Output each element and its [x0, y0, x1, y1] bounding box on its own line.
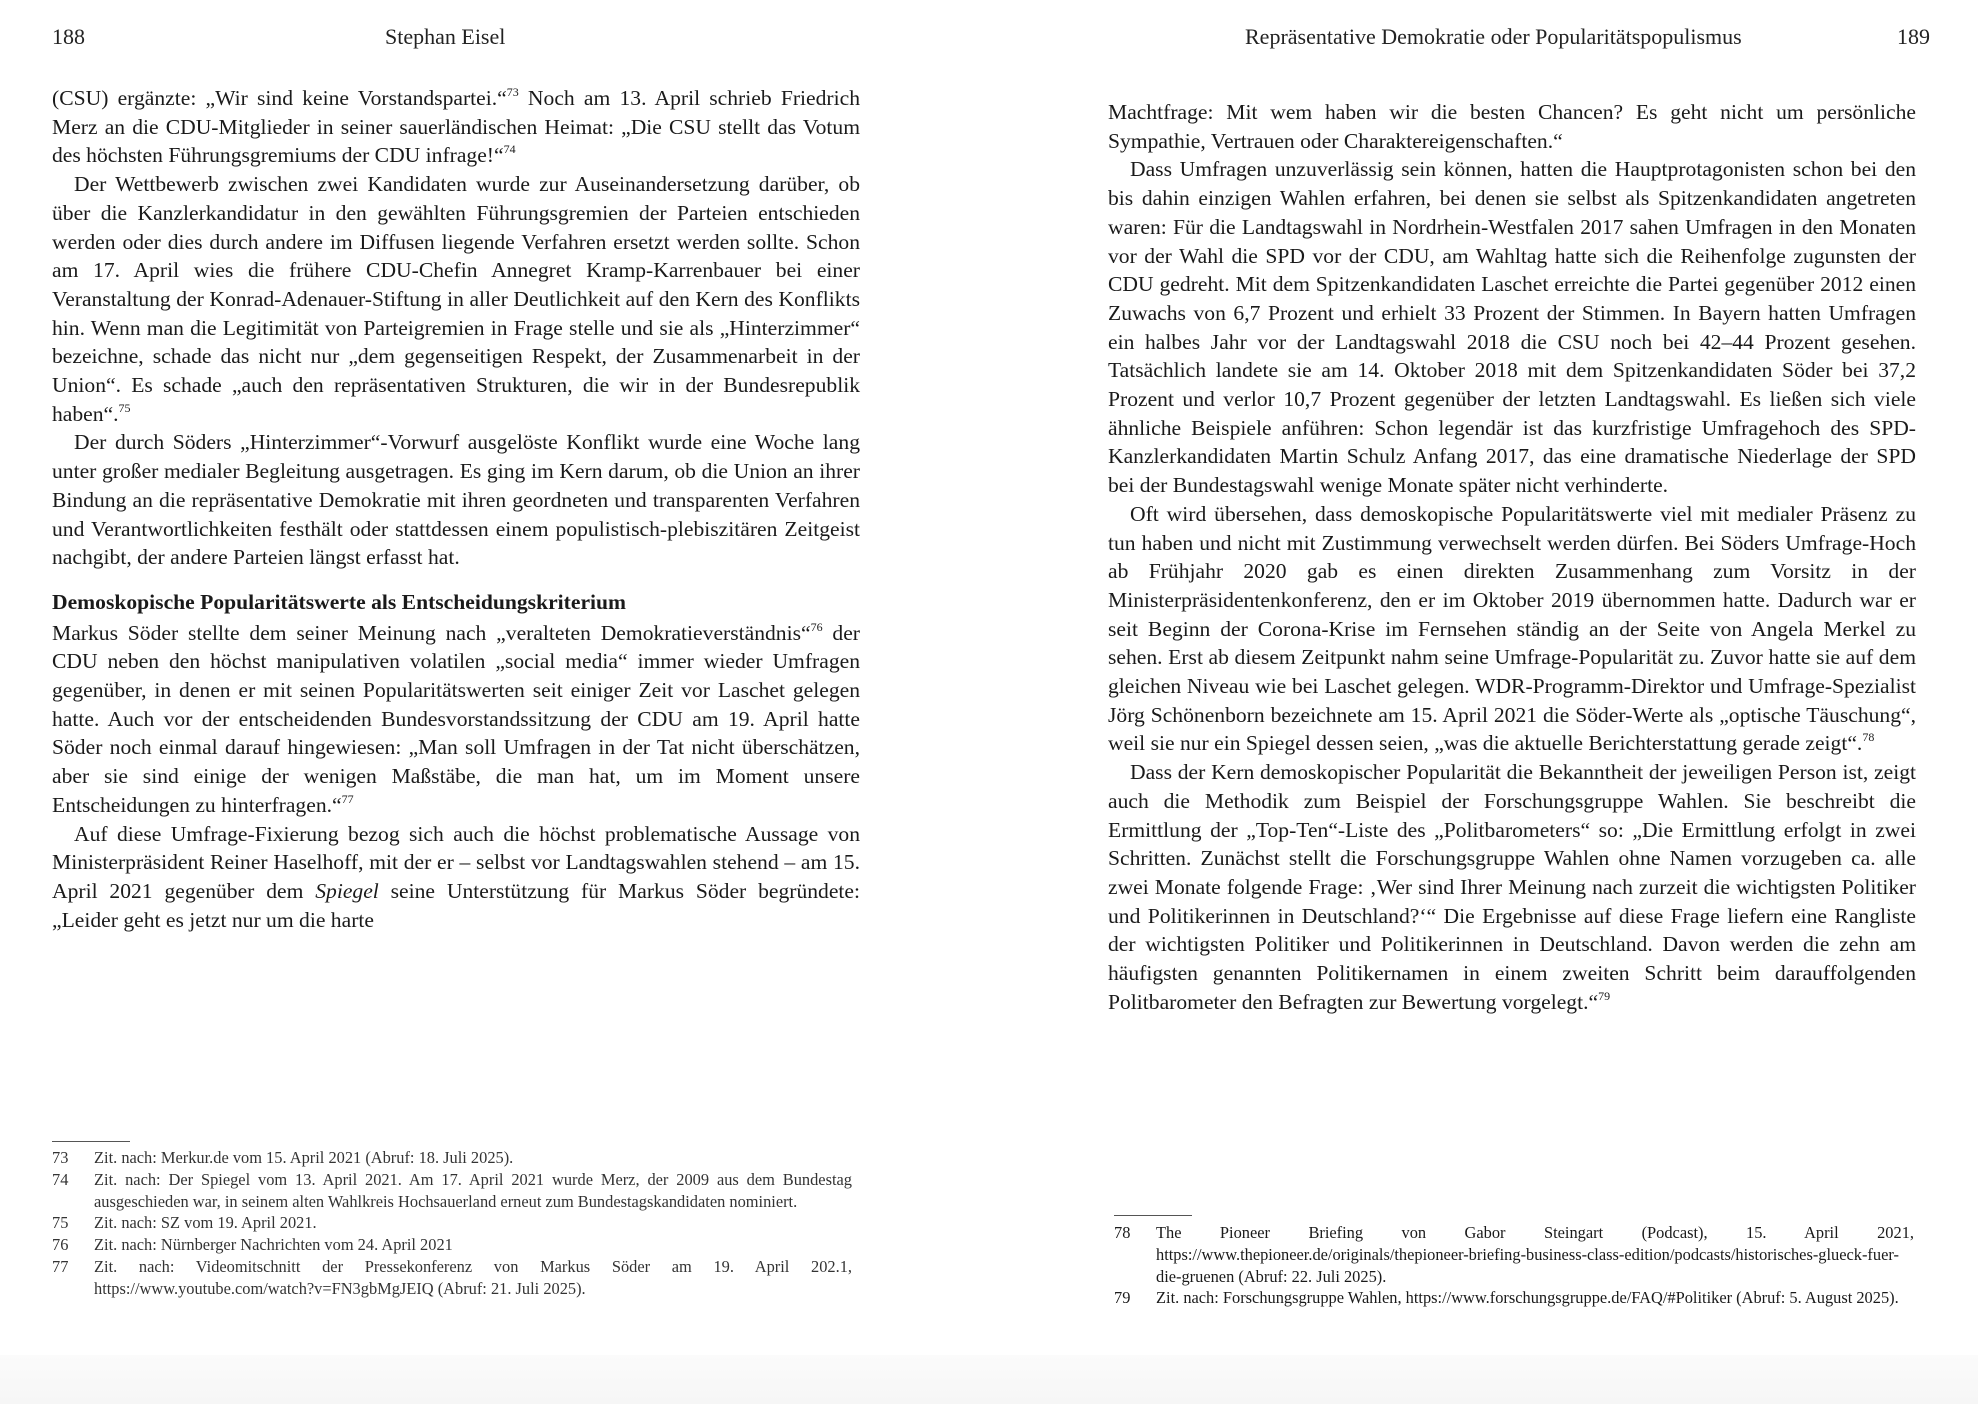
paragraph: Dass Umfragen unzuverlässig sein können, hatten die Hauptprotagonisten schon bei den bis dahin einzigen Wahlen erfahren, bei denen sie selbst als Spitzenkandidaten angetreten waren: Für die Landtagswahl in Nordrhein-Westfalen 2017 sahen Umfragen in den Monaten vor der Wahl die SPD vor der CDU, am Wahltag hatte sich die Reihenfolge zugunsten der CDU gedreht. Mit dem Spitzenkandidaten Laschet erreichte die Partei gegenüber 2012 einen Zuwachs von 6,7 Prozent und erhielt 33 Prozent der Stimmen. In Bayern hatten Umfragen ein halbes Jahr vor der Landtagswahl 2018 die CSU noch bei 42–44 Prozent gesehen. Tatsächlich landete sie am 14. Oktober 2018 mit dem Spitzenkandidaten Söder bei 37,2 Prozent und verlor 10,7 Prozent gegenüber der letzten Landtagswahl. Es ließen sich viele ähnliche Beispiele anführen: Schon legendär ist das kurzfristige Umfragehoch des SPD-Kanzlerkandidaten Martin Schulz Anfang 2017, das eine dramatische Niederlage der SPD bei der Bundestagswahl wenige Monate später nicht verhinderte.	[1108, 157, 1916, 498]
footnote: 77 Zit. nach: Videomitschnitt der Pressekonferenz von Markus Söder am 19. April 202.1, https://www.youtube.com/watch?v=FN3gbMgJEIQ (Abruf: 21. Juli 2025).	[52, 1256, 852, 1298]
footnote-ref[interactable]: 73	[506, 85, 519, 99]
footnote-ref[interactable]: 75	[118, 400, 131, 415]
footnote-ref[interactable]: 79	[1598, 988, 1611, 1003]
footnote: 73 Zit. nach: Merkur.de vom 15. April 2021 (Abruf: 18. Juli 2025).	[52, 1148, 514, 1167]
paragraph: Machtfrage: Mit wem haben wir die besten Chancen? Es geht nicht um persönliche Sympathie, Vertrauen oder Charaktereigenschaften.“	[1108, 100, 1916, 153]
paragraph: Oft wird übersehen, dass demoskopische Popularitätswerte viel mit medialer Präsenz zu tun haben und nicht mit Zustimmung verwechselt werden dürfen. Bei Söders Umfrage-Hoch ab Frühjahr 2020 gab es einen direkten Zusammenhang zum Vorsitz in der Ministerpräsidentenkonferenz, den er im Oktober 2019 übernommen hatte. Dadurch war er seit Beginn der Corona-Krise im Fernsehen ständig an der Seite von Angela Merkel zu sehen. Erst ab diesem Zeitpunkt nahm seine Umfrage-Popularität zu. Zuvor hatte sie auf dem gleichen Niveau wie bei Laschet gelegen. WDR-Programm-Direktor und Umfrage-Spezialist Jörg Schönenborn bezeichnete am 15. April 2021 die Söder-Werte als „optische Täuschung“, weil sie nur ein Spiegel dessen seien, „was die aktuelle Berichterstattung gerade zeigt“.$^{78}$	[1108, 501, 1916, 756]
body-text	[1108, 98, 1916, 1017]
footnote-ref[interactable]: 76	[810, 619, 823, 634]
paragraph: Der Wettbewerb zwischen zwei Kandidaten wurde zur Auseinandersetzung darüber, ob über die Kanzlerkandidatur in den gewählten Führungsgremien der Parteien entschieden werden oder dies durch andere im Diffusen liegende Verfahren ersetzt werden sollte. Schon am 17. April wies die frühere CDU-Chefin Annegret Kramp-Karrenbauer bei einer Veranstaltung der Konrad-Adenauer-Stiftung in aller Deutlichkeit auf den Kern des Konflikts hin. Wenn man die Legitimität von Parteigremien in Frage stelle und sie als „Hinterzimmer“ bezeichne, schade das nicht nur „dem gegenseitigen Respekt, der Zusammenarbeit in der Union“. Es schade „auch den repräsentativen Strukturen, die wir in der Bundesrepublik haben“.$^{75}$	[52, 172, 860, 426]
running-title: Stephan Eisel	[385, 24, 506, 49]
right-page	[1100, 0, 1978, 1404]
paragraph: Auf diese Umfrage-Fixierung bezog sich auch die höchst problematische Aussage von Ministerpräsident Reiner Haselhoff, mit der er – selbst vor Landtagswahlen stehend – am 15. April 2021 gegenüber dem Spiegel seine Unterstützung für Markus Söder begründete: „Leider geht es jetzt nur um die harte	[52, 821, 860, 932]
body-text	[52, 84, 860, 934]
footnote-ref[interactable]: 78	[1862, 730, 1875, 745]
footnote: 79 Zit. nach: Forschungsgruppe Wahlen, https://www.forschungsgruppe.de/FAQ/#Politiker (Abruf: 5. August 2025).	[1114, 1288, 1899, 1308]
footnotes	[1114, 1222, 1914, 1309]
footnote: 76 Zit. nach: Nürnberger Nachrichten vom 24. April 2021	[52, 1235, 453, 1255]
footnote-divider	[1114, 1215, 1192, 1216]
running-title: Repräsentative Demokratie oder Popularitätspopulismus	[1245, 24, 1742, 49]
paragraph: (CSU) ergänzte: „Wir sind keine Vorstandspartei.“$^{73}$ Noch am 13. April schrieb Friedrich Merz an die CDU-Mitglieder in seiner sauerländischen Heimat: „Die CSU stellt das Votum des höchsten Führungsgremiums der CDU infrage!“$^{74}$	[52, 85, 860, 168]
page-number: 189	[1897, 24, 1930, 49]
footnote: 74 Zit. nach: Der Spiegel vom 13. April 2021. Am 17. April 2021 wurde Merz, der 2009 aus dem Bundestag ausgeschieden war, in seinem alten Wahlkreis Hochsauerland erneut zum Bundestagskandidaten nominiert.	[52, 1169, 852, 1211]
footnote-ref[interactable]: 77	[341, 791, 354, 806]
section-heading: Demoskopische Popularitätswerte als Entscheidungskriterium	[52, 589, 627, 614]
paragraph: Der durch Söders „Hinterzimmer“-Vorwurf ausgelöste Konflikt wurde eine Woche lang unter großer medialer Begleitung ausgetragen. Es ging im Kern darum, ob die Union an ihrer Bindung an die repräsentative Demokratie mit ihren geordneten und transparenten Verfahren und Verantwortlichkeiten festhält oder stattdessen einem populistisch-plebiszitären Zeitgeist nachgibt, der andere Parteien längst erfasst hat.	[52, 430, 860, 570]
footnote: 78 The Pioneer Briefing von Gabor Steingart (Podcast), 15. April 2021, https://www.thepioneer.de/originals/thepioneer-briefing-business-class-edition/podcasts/historisches-glueck-fuer-die-gruenen (Abruf: 22. Juli 2025).	[1114, 1223, 1914, 1286]
footnote-divider	[52, 1141, 130, 1142]
footnote: 75 Zit. nach: SZ vom 19. April 2021.	[52, 1213, 317, 1233]
left-page	[0, 0, 905, 1404]
paragraph: Dass der Kern demoskopischer Popularität die Bekanntheit der jeweiligen Person ist, zeigt auch die Methodik zum Beispiel der Forschungsgruppe Wahlen. Sie beschreibt die Ermittlung der „Top-Ten“-Liste des „Politbarometers“ so: „Die Ermittlung erfolgt in zwei Schritten. Zunächst stellt die Forschungsgruppe Wahlen ohne Namen vorzugeben ca. alle zwei Monate folgende Frage: ‚Wer sind Ihrer Meinung nach zurzeit die wichtigsten Politiker und Politikerinnen in Deutschland?‘“ Die Ergebnisse auf diese Frage liefern eine Rangliste der wichtigsten Politiker und Politikerinnen in Deutschland. Davon werden die zehn am häufigsten genannten Politikernamen in einem zweiten Schritt beim darauffolgenden Politbarometer den Befragten zur Bewertung vorgelegt.“$^{79}$	[1108, 760, 1916, 1014]
italic-title: Spiegel	[315, 878, 379, 903]
page-number: 188	[52, 24, 85, 49]
footnotes	[52, 1147, 852, 1300]
paragraph: Markus Söder stellte dem seiner Meinung nach „veralteten Demokratieverständnis“$^{76}$ der CDU neben den höchst manipulativen volatilen „social media“ immer wieder Umfragen gegenüber, in denen er mit seinen Popularitätswerten seit einiger Zeit vor Laschet gelegen hatte. Auch vor der entscheidenden Bundesvorstandssitzung der CDU am 19. April hatte Söder noch einmal darauf hingewiesen: „Man soll Umfragen in der Tat nicht überschätzen, aber sie sind einige der wenigen Maßstäbe, die man hat, um im Moment unsere Entscheidungen zu hinterfragen.“$^{77}$	[52, 619, 860, 817]
footnote-ref[interactable]: 74	[503, 142, 516, 157]
